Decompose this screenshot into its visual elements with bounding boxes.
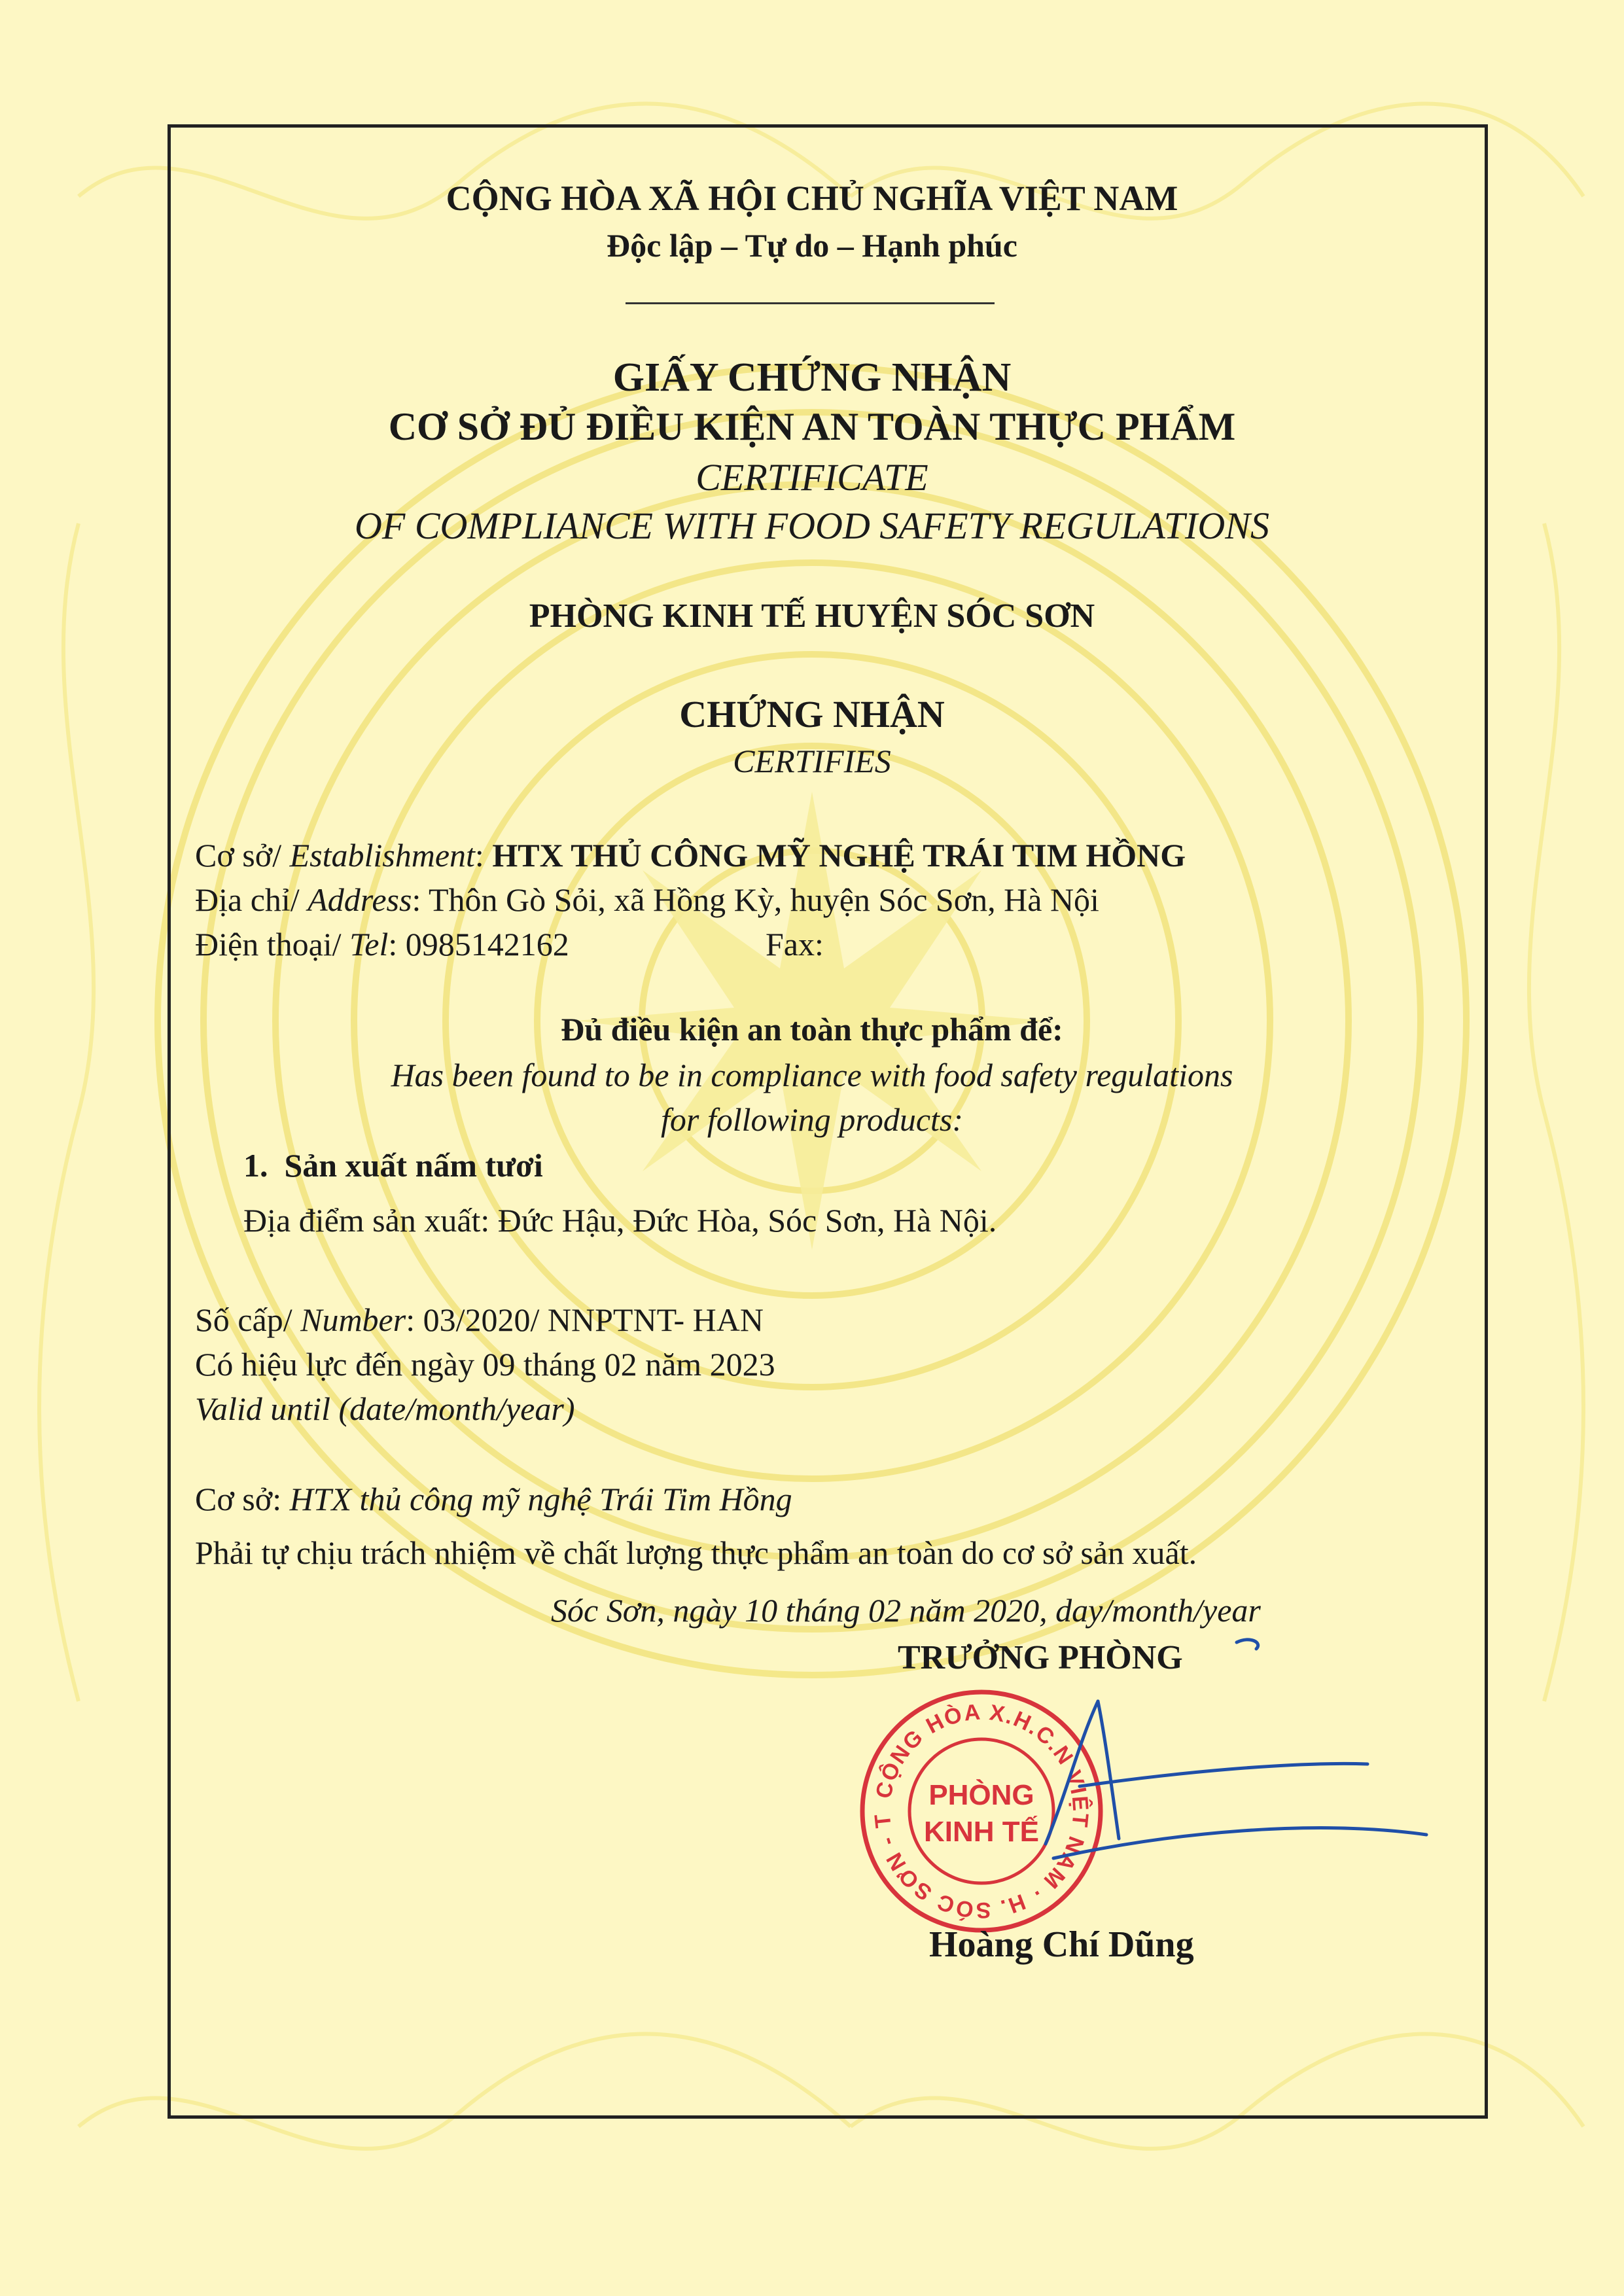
product-item	[243, 1146, 543, 1184]
phone-label-en: Tel	[349, 926, 389, 963]
establishment-value: HTX THỦ CÔNG MỸ NGHỆ TRÁI TIM HỒNG	[492, 837, 1186, 874]
issuing-authority: PHÒNG KINH TẾ HUYỆN SÓC SƠN	[529, 597, 1095, 635]
signer-name: Hoàng Chí Dũng	[929, 1924, 1194, 1965]
address-line	[195, 881, 1099, 919]
establishment-separator: :	[474, 837, 493, 874]
certificate-number-line	[195, 1301, 764, 1339]
phone-separator: :	[388, 926, 406, 963]
establishment-line	[195, 836, 1186, 874]
phone-label-vn: Điện thoại/	[195, 926, 350, 963]
responsibility-establishment	[195, 1480, 792, 1518]
stamp-center-line2: KINH TẾ	[924, 1816, 1039, 1848]
fax-label: Fax:	[766, 926, 824, 963]
establishment-label-en: Establishment	[289, 837, 475, 874]
certificate-title-en: CERTIFICATE	[696, 456, 928, 499]
number-separator: :	[406, 1301, 423, 1338]
compliance-statement-en-1: Has been found to be in compliance with food safety regulations	[391, 1057, 1233, 1093]
production-location: Địa điểm sản xuất: Đức Hậu, Đức Hòa, Sóc Sơn, Hà Nội.	[243, 1202, 997, 1239]
certificate-number: 03/2020/ NNPTNT- HAN	[423, 1301, 764, 1338]
header-divider	[626, 302, 995, 304]
country-name: CỘNG HÒA XÃ HỘI CHỦ NGHĨA VIỆT NAM	[446, 179, 1178, 218]
validity-vn: Có hiệu lực đến ngày 09 tháng 02 năm 2023	[195, 1346, 775, 1383]
responsibility-name: HTX thủ công mỹ nghệ Trái Tim Hồng	[289, 1481, 792, 1517]
stamp-ring-text: CỘNG HÒA X.H.C.N VIỆT NAM · H. SÓC SƠN - T	[870, 1699, 1093, 1923]
address-value: Thôn Gò Sỏi, xã Hồng Kỳ, huyện Sóc Sơn, Hà Nội	[428, 881, 1099, 918]
certificate-subtitle-vn: CƠ SỞ ĐỦ ĐIỀU KIỆN AN TOÀN THỰC PHẨM	[388, 405, 1236, 448]
certificate-subtitle-en: OF COMPLIANCE WITH FOOD SAFETY REGULATIONS	[355, 504, 1269, 547]
stamp-center-line1: PHÒNG	[928, 1779, 1034, 1811]
responsibility-text: Phải tự chịu trách nhiệm về chất lượng thực phẩm an toàn do cơ sở sản xuất.	[195, 1534, 1197, 1571]
product-name: Sản xuất nấm tươi	[284, 1147, 543, 1184]
number-label-vn: Số cấp/	[195, 1301, 301, 1338]
compliance-statement-en-2: for following products:	[660, 1101, 964, 1138]
phone-line	[195, 925, 569, 963]
address-separator: :	[412, 881, 429, 918]
validity-en: Valid until (date/month/year)	[195, 1390, 575, 1427]
phone-value: 0985142162	[405, 926, 569, 963]
signer-position: TRƯỞNG PHÒNG	[898, 1639, 1183, 1676]
place-and-date: Sóc Sơn, ngày 10 tháng 02 năm 2020, day/month/year	[551, 1592, 1261, 1629]
responsibility-label: Cơ sở:	[195, 1481, 290, 1517]
address-label-en: Address	[308, 881, 412, 918]
address-label-vn: Địa chỉ/	[195, 881, 308, 918]
product-number: 1.	[243, 1147, 268, 1184]
compliance-statement-vn: Đủ điều kiện an toàn thực phẩm để:	[561, 1011, 1063, 1048]
establishment-label-vn: Cơ sở/	[195, 837, 290, 874]
national-motto: Độc lập – Tự do – Hạnh phúc	[607, 227, 1017, 264]
certifies-heading-en: CERTIFIES	[733, 743, 891, 779]
handwritten-signature	[1040, 1623, 1459, 1898]
number-label-en: Number	[300, 1301, 406, 1338]
certifies-heading-vn: CHỨNG NHẬN	[679, 693, 945, 735]
certificate-title-vn: GIẤY CHỨNG NHẬN	[612, 355, 1012, 400]
